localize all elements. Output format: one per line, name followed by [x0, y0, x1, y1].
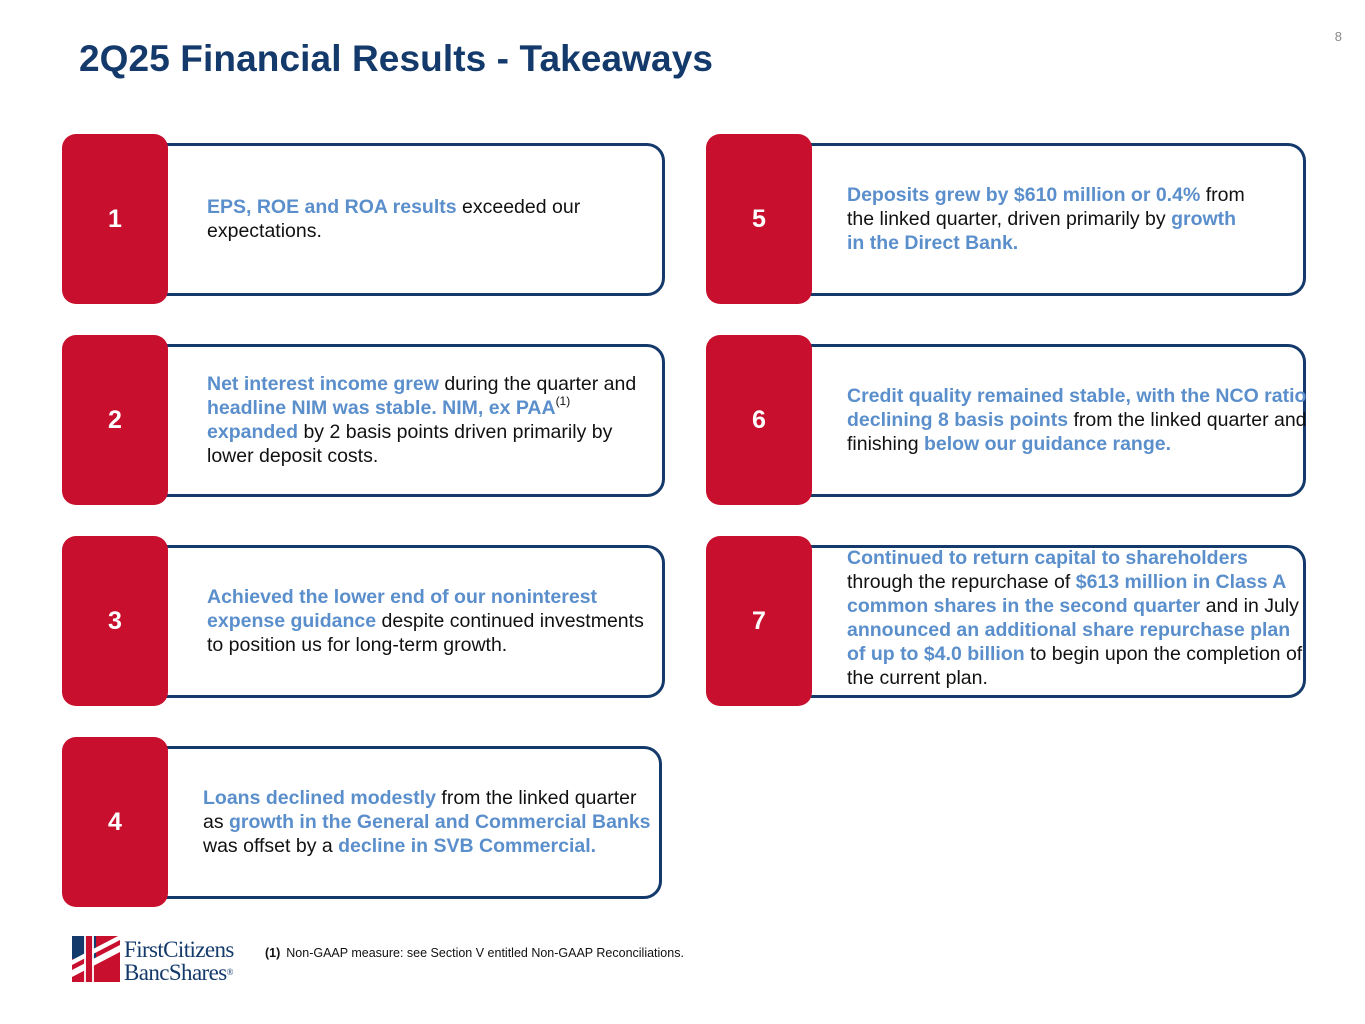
card-paragraph [207, 372, 661, 468]
card-text [207, 335, 661, 505]
page-number: 8 [1334, 29, 1342, 44]
card-paragraph [847, 384, 1309, 456]
highlighted-text: headline NIM was stable. NIM, ex PAA [207, 397, 556, 419]
highlighted-text: $613 million in Class A common shares in the second quarter [847, 571, 1286, 617]
highlighted-text: EPS, ROE and ROA results [207, 196, 457, 218]
body-text: during the quarter and [438, 373, 637, 395]
card-text [847, 533, 1313, 703]
takeaway-card-4 [62, 737, 667, 907]
takeaway-card-7 [706, 536, 1311, 706]
card-paragraph [207, 195, 617, 243]
highlighted-text: decline in SVB Commercial. [338, 835, 597, 857]
body-text: from the linked quarter, driven primarily by [847, 184, 1245, 230]
logo-line-2: BancShares [124, 960, 227, 985]
highlighted-text: Deposits grew by $610 million or 0.4% [847, 184, 1201, 206]
highlighted-text: announced an additional share repurchase plan of up to $4.0 billion [847, 619, 1291, 665]
card-number: 6 [706, 335, 812, 505]
footnote [265, 946, 684, 960]
takeaway-card-6 [706, 335, 1311, 505]
footnote-text: Non-GAAP measure: see Section V entitled Non-GAAP Reconciliations. [286, 946, 684, 960]
body-text: from the linked quarter as [203, 787, 637, 833]
card-paragraph [207, 585, 653, 657]
highlighted-text: Continued to return capital to shareholders [847, 547, 1248, 569]
card-text [847, 335, 1309, 505]
body-text: was offset by a [203, 835, 339, 857]
logo-line-1: FirstCitizens [124, 937, 234, 962]
card-text [203, 737, 655, 907]
card-number: 4 [62, 737, 168, 907]
highlighted-text: Credit quality remained stable, with the NCO ratio declining 8 basis points [847, 385, 1307, 431]
highlighted-text: growth in the Direct Bank. [847, 208, 1237, 254]
registered-mark: ® [226, 967, 233, 977]
card-paragraph [847, 546, 1313, 690]
card-text [207, 536, 653, 706]
body-text: by 2 basis points driven primarily by lower deposit costs. [207, 421, 613, 467]
body-text: and in July [1200, 595, 1299, 617]
highlighted-text: Net interest income grew [207, 373, 439, 395]
card-number: 1 [62, 134, 168, 304]
body-text: exceeded our expectations. [207, 196, 581, 242]
body-text: from the linked quarter and finishing [847, 409, 1307, 455]
card-number: 2 [62, 335, 168, 505]
card-number: 7 [706, 536, 812, 706]
takeaway-card-1 [62, 134, 667, 304]
body-text: through the repurchase of [847, 571, 1076, 593]
highlighted-text: expanded [207, 421, 299, 443]
body-text: to begin upon the completion of the current plan. [847, 643, 1303, 689]
highlighted-text: growth in the General and Commercial Banks [229, 811, 651, 833]
page-title: 2Q25 Financial Results - Takeaways [79, 38, 714, 79]
highlighted-text: Achieved the lower end of our noninterest expense guidance [207, 586, 598, 632]
card-paragraph [847, 183, 1251, 255]
takeaway-card-5 [706, 134, 1311, 304]
flag-logo-icon [70, 930, 124, 986]
highlighted-text: Loans declined modestly [203, 787, 436, 809]
takeaway-card-2 [62, 335, 667, 505]
footnote-reference: (1) [555, 394, 571, 408]
company-logo [70, 930, 255, 988]
card-text [847, 134, 1251, 304]
body-text: despite continued investments to position us for long-term growth. [207, 610, 644, 656]
card-number: 3 [62, 536, 168, 706]
footnote-marker: (1) [265, 946, 281, 960]
card-paragraph [203, 786, 655, 858]
logo-wordmark [124, 938, 234, 984]
takeaway-card-3 [62, 536, 667, 706]
card-text [207, 134, 617, 304]
highlighted-text: below our guidance range. [923, 433, 1172, 455]
card-number: 5 [706, 134, 812, 304]
